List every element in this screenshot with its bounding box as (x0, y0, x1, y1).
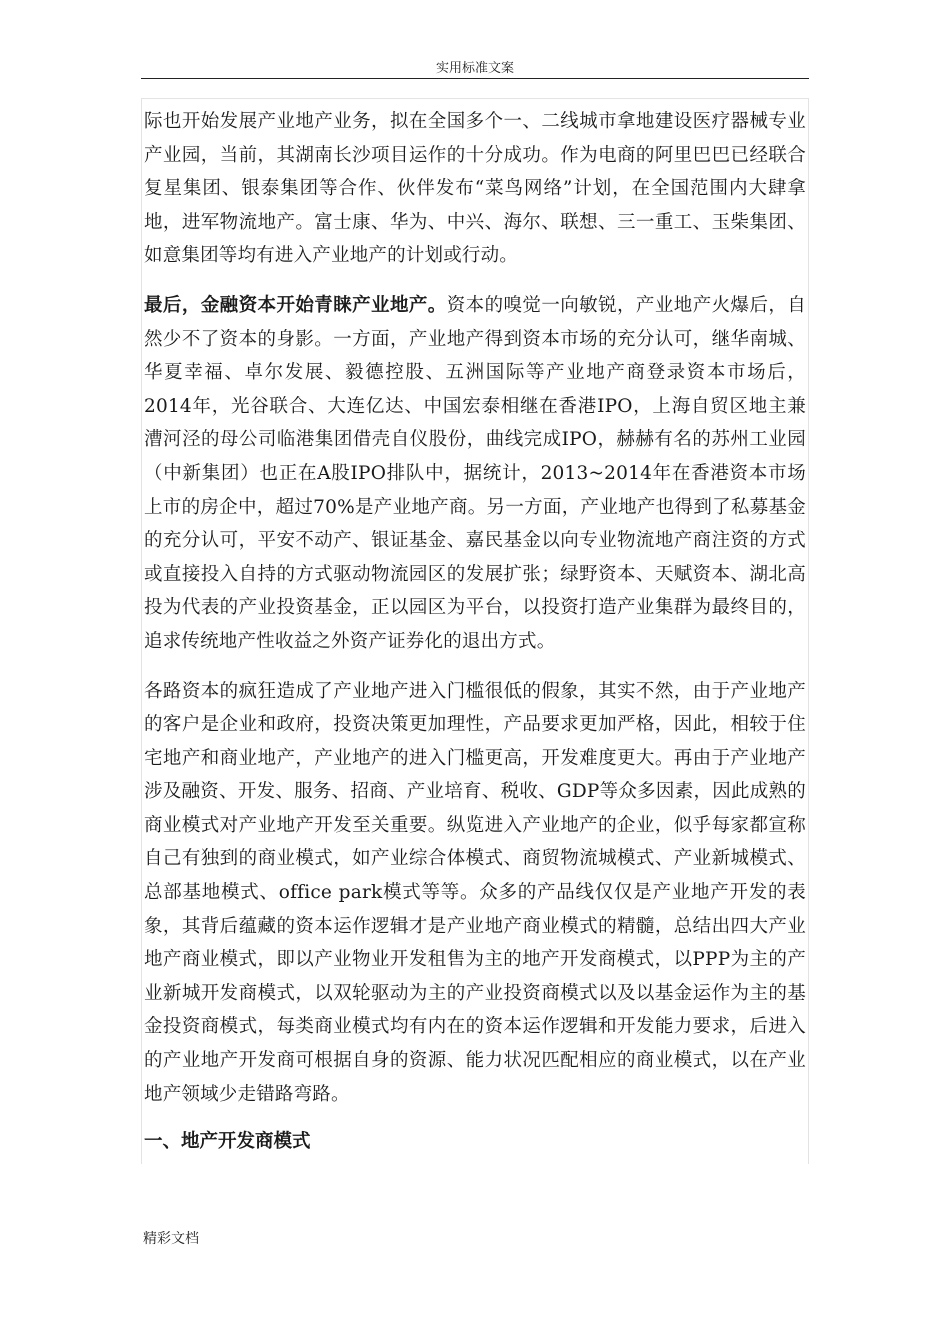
page-header-title: 实用标准文案 (435, 61, 514, 76)
paragraph-2-lead: 最后，金融资本开始青睐产业地产。 (144, 294, 447, 316)
paragraph-1-text: 际也开始发展产业地产业务，拟在全国多个一、二线城市拿地建设医疗器械专业产业园，当前，其湖南长沙项目运作的十分成功。作为电商的阿里巴巴已经联合复星集团、银泰集团等合作、伙伴发布“菜鸟网络”计划，在全国范围内大肆拿地，进军物流地产。富士康、华为、中兴、海尔、联想、三一重工、玉柴集团、如意集团等均有进入产业地产的计划或行动。 (144, 111, 806, 267)
header-rule (141, 78, 809, 79)
paragraph-3 (142, 669, 808, 1112)
paragraph-2-text: 资本的嗅觉一向敏锐，产业地产火爆后，自然少不了资本的身影。一方面，产业地产得到资本市场的充分认可，继华南城、华夏幸福、卓尔发展、毅德控股、五洲国际等产业地产商登录资本市场后，2014年，光谷联合、大连亿达、中国宏泰相继在香港IPO，上海自贸区地主兼漕河泾的母公司临港集团借壳自仪股份，曲线完成IPO，赫赫有名的苏州工业园（中新集团）也正在A股IPO排队中，据统计，2013~2014年在香港资本市场上市的房企中，超过70%是产业地产商。另一方面，产业地产也得到了私募基金的充分认可，平安不动产、银证基金、嘉民基金以向专业物流地产商注资的方式或直接投入自持的方式驱动物流园区的发展扩张；绿野资本、天赋资本、湖北高投为代表的产业投资基金，正以园区为平台，以投资打造产业集群为最终目的，追求传统地产性收益之外资产证券化的退出方式。 (144, 294, 806, 652)
section-heading: 一、地产开发商模式 (144, 1131, 311, 1153)
document-body (141, 98, 809, 1164)
paragraph-1 (142, 99, 808, 273)
paragraph-3-text: 各路资本的疯狂造成了产业地产进入门槛很低的假象，其实不然，由于产业地产的客户是企业和政府，投资决策更加理性，产品要求更加严格，因此，相较于住宅地产和商业地产，产业地产的进入门槛更高，开发难度更大。再由于产业地产涉及融资、开发、服务、招商、产业培育、税收、GDP等众多因素，因此成熟的商业模式对产业地产开发至关重要。纵览进入产业地产的企业，似乎每家都宣称自己有独到的商业模式，如产业综合体模式、商贸物流城模式、产业新城模式、总部基地模式、office park模式等等。众多的产品线仅仅是产业地产开发的表象，其背后蕴藏的资本运作逻辑才是产业地产商业模式的精髓，总结出四大产业地产商业模式，即以产业物业开发租售为主的地产开发商模式，以PPP为主的产业新城开发商模式，以双轮驱动为主的产业投资商模式以及以基金运作为主的基金投资商模式，每类商业模式均有内在的资本运作逻辑和开发能力要求，后进入的产业地产开发商可根据自身的资源、能力状况匹配相应的商业模式，以在产业地产领域少走错路弯路。 (144, 680, 806, 1105)
page-footer-text: 精彩文档 (143, 1231, 199, 1247)
paragraph-2 (142, 283, 808, 659)
